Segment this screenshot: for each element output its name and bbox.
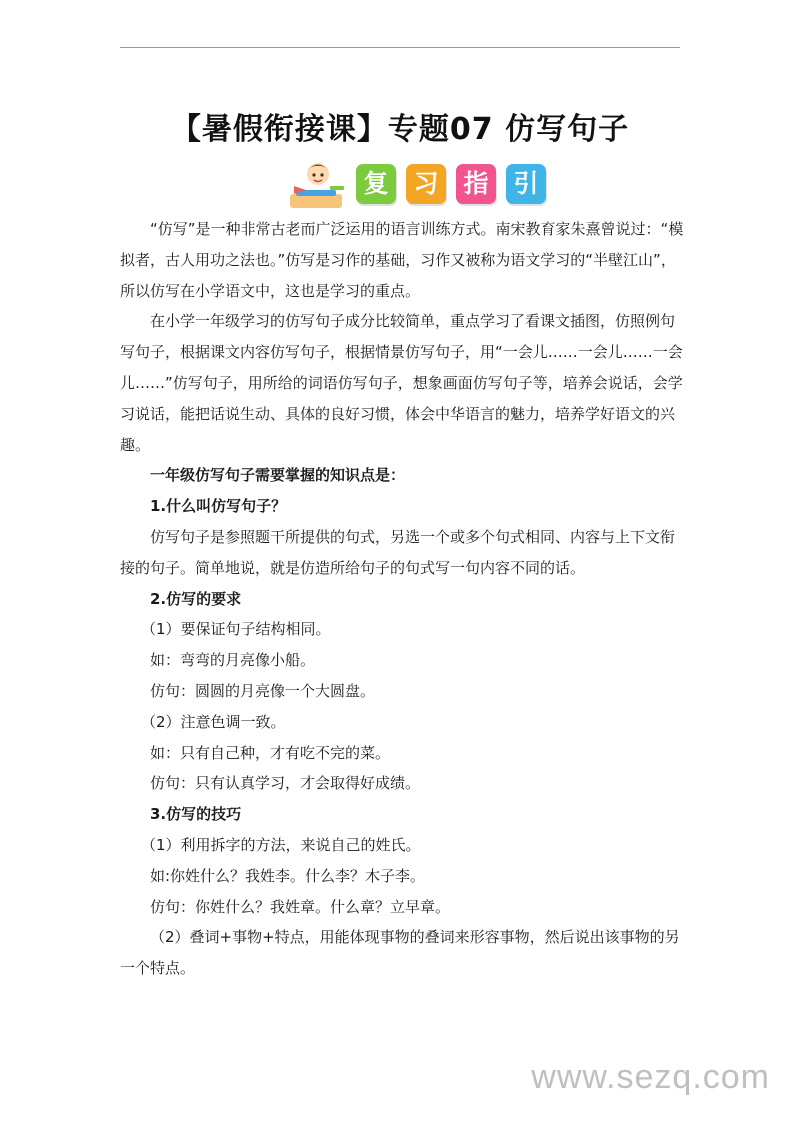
- review-guide-banner: [286, 156, 556, 212]
- section-3-heading: 3.仿写的技巧: [150, 805, 242, 824]
- banner-char-3: 指: [456, 164, 496, 204]
- document-body: [120, 214, 685, 984]
- section-2-line: 如：弯弯的月亮像小船。: [150, 651, 316, 670]
- section-2-line: 如：只有自己种，才有吃不完的菜。: [150, 743, 391, 762]
- section-2-line: 仿句：圆圆的月亮像一个大圆盘。: [150, 681, 376, 700]
- site-watermark: www.sezq.com: [531, 1058, 770, 1096]
- section-1-heading: 1.什么叫仿写句子？: [150, 497, 287, 516]
- kid-reading-icon: [286, 156, 348, 212]
- knowledge-heading: 一年级仿写句子需要掌握的知识点是：: [150, 466, 406, 485]
- banner-char-2: 习: [406, 164, 446, 204]
- header-rule: [120, 47, 680, 48]
- section-2-line: （2）注意色调一致。: [141, 712, 286, 731]
- banner-char-4: 引: [506, 164, 546, 204]
- section-2-line: 仿句：只有认真学习，才会取得好成绩。: [150, 774, 421, 793]
- banner-char-1: 复: [356, 164, 396, 204]
- section-3-tip-2: （2）叠词+事物+特点，用能体现事物的叠词来形容事物，然后说出该事物的另一个特点。: [120, 928, 680, 978]
- section-1-body: 仿写句子是参照题干所提供的句式，另选一个或多个句式相同、内容与上下文衔接的句子。简单地说，就是仿造所给句子的句式写一句内容不同的话。: [120, 527, 676, 577]
- page-title: 【暑假衔接课】专题07 仿写句子: [170, 112, 630, 147]
- section-3-line: 如:你姓什么？我姓李。什么李？木子李。: [150, 866, 426, 885]
- section-2-line: （1）要保证句子结构相同。: [141, 620, 331, 639]
- section-3-line: 仿句：你姓什么？我姓章。什么章？立早章。: [150, 897, 451, 916]
- section-3-line: （1）利用拆字的方法，来说自己的姓氏。: [141, 835, 421, 854]
- intro-paragraph-2: 在小学一年级学习的仿写句子成分比较简单，重点学习了看课文插图，仿照例句写句子，根据课文内容仿写句子，根据情景仿写句子，用“一会儿……一会儿……一会儿……”仿写句子，用所给的词语仿写句子，想象画面仿写句子等，培养会说话，会学习说话，能把话说生动、具体的良好习惯，体会中华语言的魅力，培养学好语文的兴趣。: [120, 312, 683, 454]
- section-2-heading: 2.仿写的要求: [150, 589, 242, 608]
- intro-paragraph-1: “仿写”是一种非常古老而广泛运用的语言训练方式。南宋教育家朱熹曾说过：“模拟者，古人用功之法也。”仿写是习作的基础，习作又被称为语文学习的“半壁江山”，所以仿写在小学语文中，这也是学习的重点。: [120, 220, 684, 300]
